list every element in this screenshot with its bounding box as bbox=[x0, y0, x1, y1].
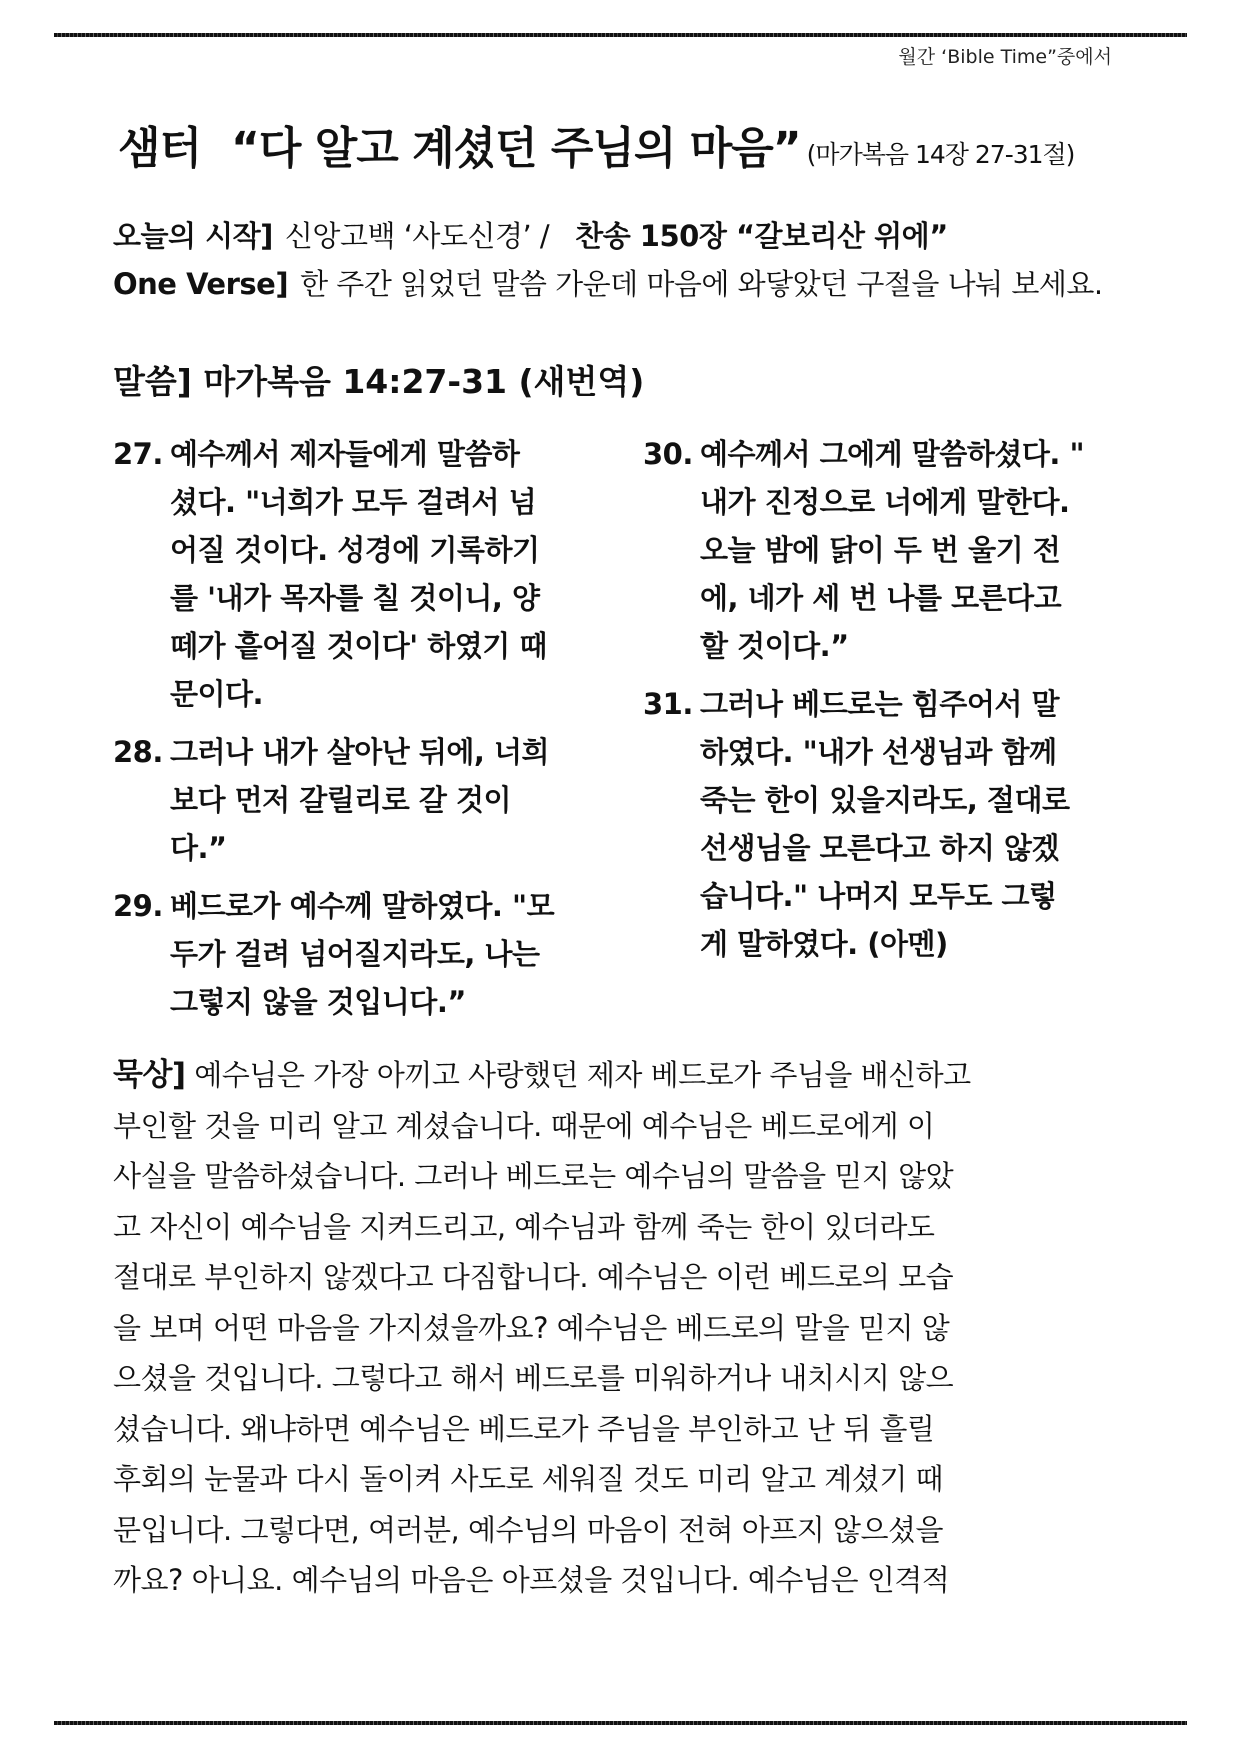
meditation-label: 묵상] bbox=[113, 1057, 186, 1093]
verse-number: 31. bbox=[643, 687, 693, 721]
title-quote: “다 알고 계셨던 주님의 마음” bbox=[231, 123, 801, 174]
verses-column-right bbox=[643, 430, 1163, 978]
verse-28 bbox=[113, 728, 613, 872]
one-verse-label: One Verse] bbox=[113, 267, 289, 301]
verse-text: 베드로가 예수께 말하였다. "모 두가 걸려 넘어질지라도, 나는 그렇지 않을 것입니다.” bbox=[170, 889, 555, 1019]
verse-number: 27. bbox=[113, 437, 163, 471]
verse-number: 28. bbox=[113, 735, 163, 769]
scripture-heading: 말씀] 마가복음 14:27-31 (새번역) bbox=[113, 362, 645, 401]
verse-27 bbox=[113, 430, 613, 718]
verse-number: 30. bbox=[643, 437, 693, 471]
title-reference: (마가복음 14장 27-31절) bbox=[806, 140, 1075, 169]
verse-text: 그러나 베드로는 힘주어서 말 하였다. "내가 선생님과 함께 죽는 한이 있을지라도, 절대로 선생님을 모른다고 하지 않겠 습니다." 나머지 모두도 그렇 게 말하였다. (아멘) bbox=[700, 687, 1070, 961]
opening-line bbox=[113, 214, 948, 255]
opening-label: 오늘의 시작] bbox=[113, 219, 273, 253]
opening-hymn: 찬송 150장 “갈보리산 위에” bbox=[575, 219, 948, 253]
one-verse-line bbox=[113, 262, 1103, 303]
bottom-divider bbox=[54, 1721, 1187, 1725]
title-label: 샘터 bbox=[118, 123, 202, 174]
meditation-section bbox=[113, 1050, 1143, 1606]
verses-column-left bbox=[113, 430, 613, 1036]
page-title bbox=[118, 112, 1128, 176]
verse-31 bbox=[643, 680, 1163, 968]
verse-text: 그러나 내가 살아난 뒤에, 너희 보다 먼저 갈릴리로 갈 것이 다.” bbox=[170, 735, 550, 865]
verse-number: 29. bbox=[113, 889, 163, 923]
verse-text: 예수께서 제자들에게 말씀하 셨다. "너희가 모두 걸려서 넘 어질 것이다. 성경에 기록하기 를 '내가 목자를 칠 것이니, 양 떼가 흩어질 것이다' 하였기 때 문이다. bbox=[170, 437, 547, 711]
source-note: 월간 ‘Bible Time”중에서 bbox=[898, 46, 1112, 68]
opening-creed: 신앙고백 ‘사도신경’ / bbox=[284, 219, 550, 253]
verse-30 bbox=[643, 430, 1163, 670]
verse-text: 예수께서 그에게 말씀하셨다. " 내가 진정으로 너에게 말한다. 오늘 밤에 닭이 두 번 울기 전 에, 네가 세 번 나를 모른다고 할 것이다.” bbox=[700, 437, 1085, 663]
verse-29 bbox=[113, 882, 613, 1026]
top-divider bbox=[54, 33, 1187, 37]
one-verse-text: 한 주간 읽었던 말씀 가운데 마음에 와닿았던 구절을 나눠 보세요. bbox=[300, 267, 1103, 301]
meditation-text: 예수님은 가장 아끼고 사랑했던 제자 베드로가 주님을 배신하고 부인할 것을 미리 알고 계셨습니다. 때문에 예수님은 베드로에게 이 사실을 말씀하셨습니다. 그러나 베드로는 예수님의 말씀을 믿지 않았 고 자신이 예수님을 지켜드리고, 예수님과 함께 죽는 한이 있더라도 절대로 부인하지 않겠다고 다짐합니다. 예수님은 이런 베드로의 모습 을 보며 어떤 마음을 가지셨을까요? 예수님은 베드로의 말을 믿지 않 으셨을 것입니다. 그렇다고 해서 베드로를 미워하거나 내치시지 않으 셨습니다. 왜냐하면 예수님은 베드로가 주님을 부인하고 난 뒤 흘릴 후회의 눈물과 다시 돌이켜 사도로 세워질 것도 미리 알고 계셨기 때 문입니다. 그렇다면, 여러분, 예수님의 마음이 전혀 아프지 않으셨을 까요? 아니요. 예수님의 마음은 아프셨을 것입니다. 예수님은 인격적 bbox=[113, 1058, 971, 1597]
